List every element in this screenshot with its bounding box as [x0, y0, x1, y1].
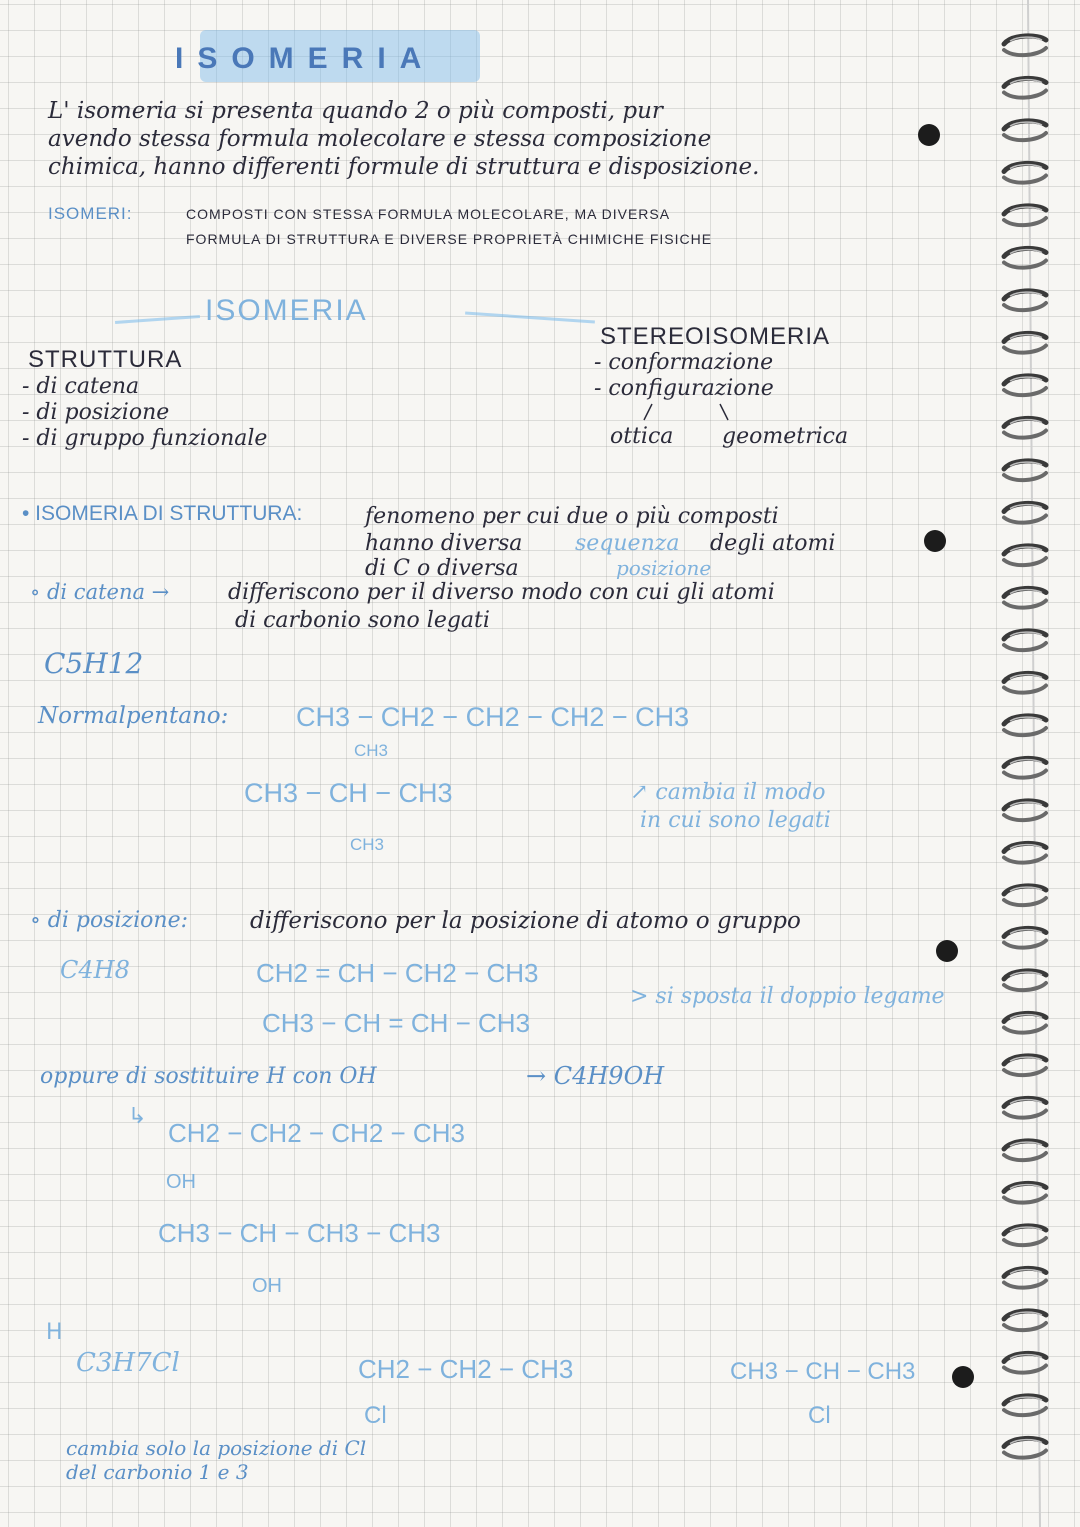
normalpentano-formula: CH3 − CH2 − CH2 − CH2 − CH3: [296, 702, 690, 732]
spiral-ring: [1004, 121, 1046, 140]
spiral-ring: [1004, 461, 1046, 480]
catena-def-1: differiscono per il diverso modo con cui gli atomi: [228, 580, 775, 605]
cloro-formula: C3H7Cl: [76, 1348, 180, 1378]
diagram-center: ISOMERIA: [205, 294, 368, 327]
binder-hole: [924, 530, 946, 552]
cloro-f1-sub: Cl: [364, 1402, 387, 1429]
spiral-ring: [1004, 546, 1046, 565]
struttura-def-3b: posizione: [616, 556, 712, 580]
cloro-f1: CH2 − CH2 − CH3: [358, 1354, 574, 1384]
binder-hole: [952, 1366, 974, 1388]
spiral-ring: [1004, 1226, 1046, 1245]
intro-line-2: avendo stessa formula molecolare e stessa composizione: [48, 126, 712, 152]
stereo-item-conformazione: - conformazione: [594, 350, 774, 375]
spiral-ring: [1004, 163, 1046, 182]
posizione-formula: C4H8: [60, 956, 130, 984]
struttura-def-2c: degli atomi: [710, 531, 836, 556]
binder-hole: [936, 940, 958, 962]
spiral-ring: [1004, 418, 1046, 437]
isopentano-bottom: CH3: [350, 835, 385, 854]
isomeri-line-1: COMPOSTI CON STESSA FORMULA MOLECOLARE, MA DIVERSA: [186, 206, 671, 222]
cloro-f2-sub: Cl: [808, 1402, 831, 1429]
catena-formula: C5H12: [44, 647, 144, 680]
spiral-ring: [1004, 1013, 1046, 1032]
struttura-item-catena: - di catena: [22, 374, 140, 399]
spiral-ring: [1004, 78, 1046, 97]
spiral-ring: [1004, 588, 1046, 607]
spiral-binding: [990, 0, 1080, 1527]
catena-label: ∘ di catena →: [30, 580, 170, 604]
isomeri-label: ISOMERI:: [48, 204, 133, 223]
stereo-title: STEREOISOMERIA: [600, 323, 831, 350]
cloro-note-1: cambia solo la posizione di Cl: [66, 1436, 367, 1460]
catena-note-2: in cui sono legati: [640, 808, 831, 833]
spiral-ring: [1004, 1183, 1046, 1202]
spiral-ring: [1004, 886, 1046, 905]
spiral-ring: [1004, 291, 1046, 310]
spiral-ring: [1004, 673, 1046, 692]
spiral-ring: [1004, 206, 1046, 225]
stereo-branch-lines: [640, 400, 760, 424]
spiral-ring: [1004, 1268, 1046, 1287]
stereo-item-configurazione: - configurazione: [594, 376, 774, 401]
page-title: ISOMERIA: [175, 42, 436, 75]
struttura-item-gruppo: - di gruppo funzionale: [22, 426, 268, 451]
spiral-ring: [1004, 716, 1046, 735]
diagram-arrow-left: [115, 315, 200, 324]
isopentano-main: CH3 − CH − CH3: [244, 778, 453, 808]
stereo-branch-geometrica: geometrica: [722, 424, 849, 449]
struttura-def-2b: sequenza: [575, 531, 680, 556]
struttura-title: STRUTTURA: [28, 346, 183, 373]
spiral-ring: [1004, 1056, 1046, 1075]
isopentano-top: CH3: [354, 741, 389, 760]
spiral-ring: [1004, 928, 1046, 947]
spiral-ring: [1004, 1098, 1046, 1117]
isomeri-line-2: FORMULA DI STRUTTURA E DIVERSE PROPRIETÀ CHIMICHE FISICHE: [186, 231, 713, 247]
diagram-arrow-right: [465, 311, 595, 323]
binder-hole: [918, 124, 940, 146]
oppure-result: → C4H9OH: [526, 1062, 665, 1090]
spiral-ring: [1004, 503, 1046, 522]
spiral-ring: [1004, 248, 1046, 267]
catena-note-1: ↗ cambia il modo: [630, 780, 826, 805]
intro-line-3: chimica, hanno differenti formule di struttura e disposizione.: [48, 154, 760, 180]
intro-line-1: L' isomeria si presenta quando 2 o più composti, pur: [48, 98, 663, 124]
posizione-f1: CH2 = CH − CH2 − CH3: [256, 958, 539, 988]
stereo-branch-ottica: ottica: [610, 424, 674, 449]
struttura-def-2a: hanno diversa: [365, 531, 523, 556]
spiral-ring: [1004, 971, 1046, 990]
struttura-item-posizione: - di posizione: [22, 400, 170, 425]
spiral-ring: [1004, 1141, 1046, 1160]
catena-def-2: di carbonio sono legati: [235, 608, 490, 633]
posizione-f3: CH2 − CH2 − CH2 − CH3: [168, 1118, 465, 1148]
posizione-def: differiscono per la posizione di atomo o gruppo: [250, 908, 801, 934]
posizione-label: ∘ di posizione:: [30, 908, 189, 933]
cloro-h: H: [46, 1320, 63, 1345]
spiral-ring: [1004, 631, 1046, 650]
normalpentano-label: Normalpentano:: [38, 703, 229, 729]
spiral-ring: [1004, 801, 1046, 820]
cloro-note-2: del carbonio 1 e 3: [66, 1460, 249, 1484]
posizione-f3-sub: OH: [166, 1171, 196, 1193]
oppure-text: oppure di sostituire H con OH: [40, 1064, 377, 1089]
spiral-ring: [1004, 758, 1046, 777]
struttura-def-1: fenomeno per cui due o più composti: [365, 504, 779, 529]
struttura-section-label: • ISOMERIA DI STRUTTURA:: [22, 502, 303, 525]
spiral-ring: [1004, 1311, 1046, 1330]
spiral-ring: [1004, 376, 1046, 395]
posizione-f4: CH3 − CH − CH3 − CH3: [158, 1218, 441, 1248]
cloro-f2: CH3 − CH − CH3: [730, 1358, 916, 1385]
posizione-f4-sub: OH: [252, 1275, 282, 1297]
f3-arrow: ↳: [128, 1104, 147, 1129]
spiral-ring: [1004, 36, 1046, 55]
spiral-ring: [1004, 843, 1046, 862]
posizione-f2: CH3 − CH = CH − CH3: [262, 1008, 531, 1038]
spiral-ring: [1004, 333, 1046, 352]
struttura-def-3a: di C o diversa: [365, 556, 519, 581]
posizione-note: > si sposta il doppio legame: [630, 984, 945, 1009]
